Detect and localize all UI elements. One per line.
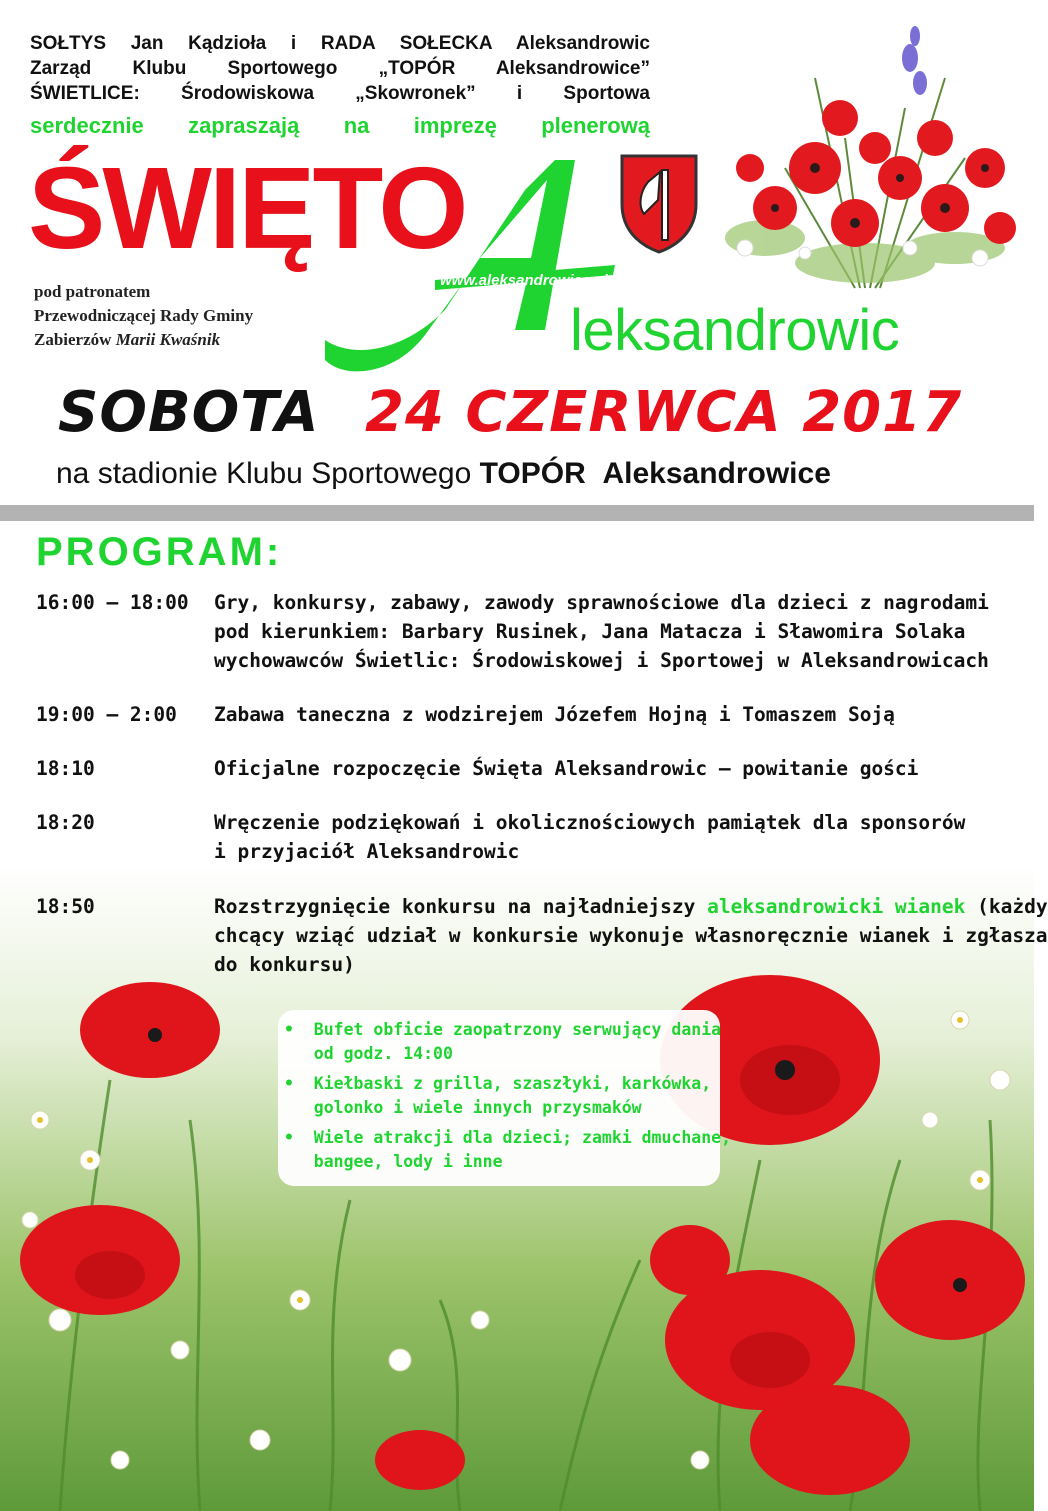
- event-day: SOBOTA: [58, 380, 320, 445]
- program-line: wychowawców Świetlic: Środowiskowej i Sportowej w Aleksandrowicach: [214, 649, 989, 672]
- program-line-part: (każdy: [965, 895, 1048, 918]
- organizer-line-2: Zarząd Klubu Sportowego „TOPÓR Aleksandrowice”: [30, 58, 650, 79]
- patronage-line-2: Przewodniczącej Rady Gminy: [34, 306, 254, 325]
- organizer-line-1: SOŁTYS Jan Kądzioła i RADA SOŁECKA Aleksandrowic: [30, 33, 650, 54]
- program-line-part: Rozstrzygnięcie konkursu na najładniejszy: [214, 895, 708, 918]
- program-description: [214, 808, 1004, 866]
- info-bullet-cont: golonko i wiele innych przysmaków: [284, 1098, 642, 1117]
- website-link[interactable]: www.aleksandrowice.pl: [440, 272, 608, 289]
- patronage-prefix: Zabierzów: [34, 330, 116, 349]
- program-time: 16:00 — 18:00: [36, 591, 189, 614]
- invitation-text: serdecznie zapraszają na imprezę plenerową: [30, 113, 650, 138]
- program-line: Zabawa taneczna z wodzirejem Józefem Hojną i Tomaszem Soją: [214, 703, 895, 726]
- info-bullet: • Wiele atrakcji dla dzieci; zamki dmuchane,: [284, 1128, 732, 1147]
- patron-name: Marii Kwaśnik: [115, 330, 221, 349]
- organizer-line-3: ŚWIETLICE: Środowiskowa „Skowronek” i Sportowa: [30, 83, 650, 104]
- divider-bar: [0, 505, 1034, 521]
- wreath-contest-highlight: aleksandrowicki wianek: [707, 895, 966, 918]
- event-date: 24 CZERWCA 2017: [365, 380, 963, 445]
- program-description: [214, 588, 1004, 675]
- info-bullet-cont: bangee, lody i inne: [284, 1152, 503, 1171]
- program-description: [214, 892, 1048, 979]
- program-time: 19:00 — 2:00: [36, 703, 177, 726]
- program-description: [214, 754, 1004, 783]
- coat-of-arms-icon: [618, 152, 700, 254]
- program-time: 18:10: [36, 757, 95, 780]
- title-swieto: ŚWIĘTO: [28, 143, 466, 273]
- venue-prefix: na stadionie Klubu Sportowego: [56, 457, 480, 490]
- program-line: Wręczenie podziękowań i okolicznościowych pamiątek dla sponsorów: [214, 811, 966, 834]
- info-bullet-cont: od godz. 14:00: [284, 1044, 453, 1063]
- event-venue: [56, 457, 831, 491]
- program-line: Oficjalne rozpoczęcie Święta Aleksandrowic — powitanie gości: [214, 757, 919, 780]
- program-time: 18:20: [36, 811, 95, 834]
- patronage-line-3: [34, 328, 220, 352]
- title-rest: leksandrowic: [570, 298, 900, 363]
- poppy-bouquet-illustration: [705, 18, 1030, 288]
- venue-club: TOPÓR: [479, 457, 586, 490]
- program-description: [214, 700, 1004, 729]
- info-bullet: • Bufet obficie zaopatrzony serwujący dania: [284, 1020, 722, 1039]
- info-bullet: • Kiełbaski z grilla, szaszłyki, karkówka,: [284, 1074, 712, 1093]
- patronage-line-1: pod patronatem: [34, 282, 151, 301]
- program-line: i przyjaciół Aleksandrowic: [214, 840, 520, 863]
- venue-place-text: Aleksandrowice: [602, 457, 831, 490]
- program-line: chcący wziąć udział w konkursie wykonuje własnoręcznie wianek i zgłasza: [214, 924, 1048, 947]
- program-line: do konkursu): [214, 953, 355, 976]
- venue-place: [586, 457, 831, 490]
- program-line: [214, 892, 1048, 921]
- program-time: 18:50: [36, 895, 95, 918]
- program-line: pod kierunkiem: Barbary Rusinek, Jana Matacza i Sławomira Solaka: [214, 620, 966, 643]
- program-heading: PROGRAM:: [36, 530, 283, 574]
- program-line: Gry, konkursy, zabawy, zawody sprawnościowe dla dzieci z nagrodami: [214, 591, 989, 614]
